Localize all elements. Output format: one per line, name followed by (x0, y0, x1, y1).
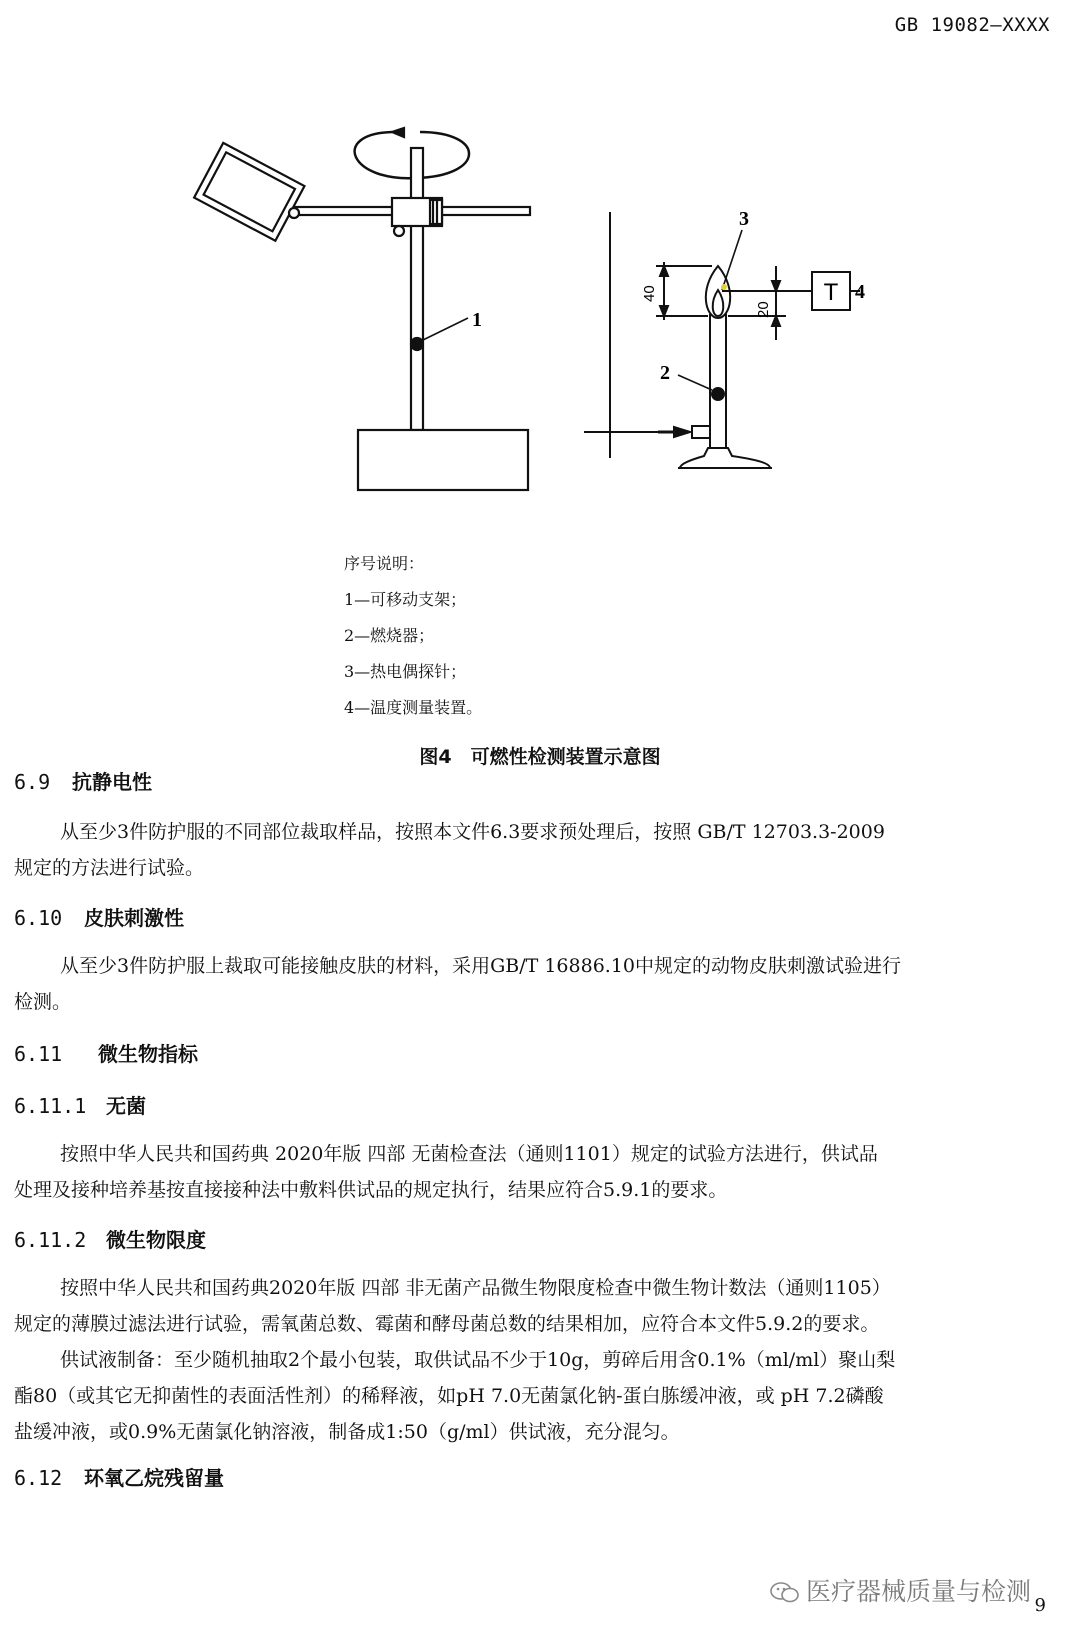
thermocouple-tip (721, 284, 727, 290)
document-code: GB 19082—XXXX (894, 14, 1050, 36)
legend-title: 序号说明： (344, 554, 425, 573)
callout-2: 2 (660, 362, 670, 384)
temp-device-label: T (823, 279, 839, 306)
legend-item: 3—热电偶探针； (344, 662, 467, 681)
callout-1: 1 (472, 309, 482, 331)
section-heading-6-12: 6.12 环氧乙烷残留量 (14, 1466, 224, 1490)
watermark-text: 医疗器械质量与检测 (806, 1577, 1032, 1606)
section-heading-6-10: 6.10 皮肤刺激性 (14, 906, 184, 930)
flammability-apparatus-diagram (0, 100, 1080, 520)
callout-4: 4 (855, 281, 865, 303)
wechat-icon (770, 1582, 800, 1604)
burner-assembly (584, 212, 860, 468)
dimension-20: 20 (755, 301, 772, 318)
section-heading-6-9: 6.9 抗静电性 (14, 770, 152, 794)
section-heading-6-11-2: 6.11.2 微生物限度 (14, 1228, 206, 1252)
figure-caption: 图4 可燃性检测装置示意图 (419, 746, 661, 768)
watermark (770, 1572, 1031, 1608)
section-6-10-body: 从至少3件防护服上裁取可能接触皮肤的材料，采用GB/T 16886.10中规定的动物皮肤刺激试验进行 检测。 (14, 955, 902, 1013)
page-number: 9 (1034, 1595, 1046, 1616)
legend-item: 1—可移动支架； (344, 590, 467, 609)
callout-3: 3 (739, 208, 749, 230)
section-6-11-1-body: 按照中华人民共和国药典 2020年版 四部 无菌检查法（通则1101）规定的试验方法进行，供试品 处理及接种培养基按直接接种法中敷料供试品的规定执行，结果应符合5.9.1的要求。 (14, 1143, 878, 1201)
section-heading-6-11: 6.11 微生物指标 (14, 1042, 198, 1066)
dimension-40: 40 (641, 285, 658, 302)
section-heading-6-11-1: 6.11.1 无菌 (14, 1094, 146, 1118)
figure-legend (344, 546, 482, 726)
section-6-11-2-body: 按照中华人民共和国药典2020年版 四部 非无菌产品微生物限度检查中微生物计数法（通则1105） 规定的薄膜过滤法进行试验，需氧菌总数、霉菌和酵母菌总数的结果相加，应符合本文件5.9.2的要求。 供试液制备：至少随机抽取2个最小包装，取供试品不少于10g，剪碎后用含0.1%（ml/ml）聚山梨 酯80（或其它无抑菌性的表面活性剂）的稀释液，如pH 7.0无菌氯化钠-蛋白胨缓冲液，或 pH 7.2磷酸 盐缓冲液，或0.9%无菌氯化钠溶液，制备成1:50（g/ml）供试液，充分混匀。 (14, 1277, 896, 1443)
legend-item: 2—燃烧器； (344, 626, 435, 645)
section-6-9-body: 从至少3件防护服的不同部位裁取样品，按照本文件6.3要求预处理后，按照 GB/T 12703.3-2009 规定的方法进行试验。 (14, 821, 885, 879)
legend-item: 4—温度测量装置。 (344, 698, 483, 717)
